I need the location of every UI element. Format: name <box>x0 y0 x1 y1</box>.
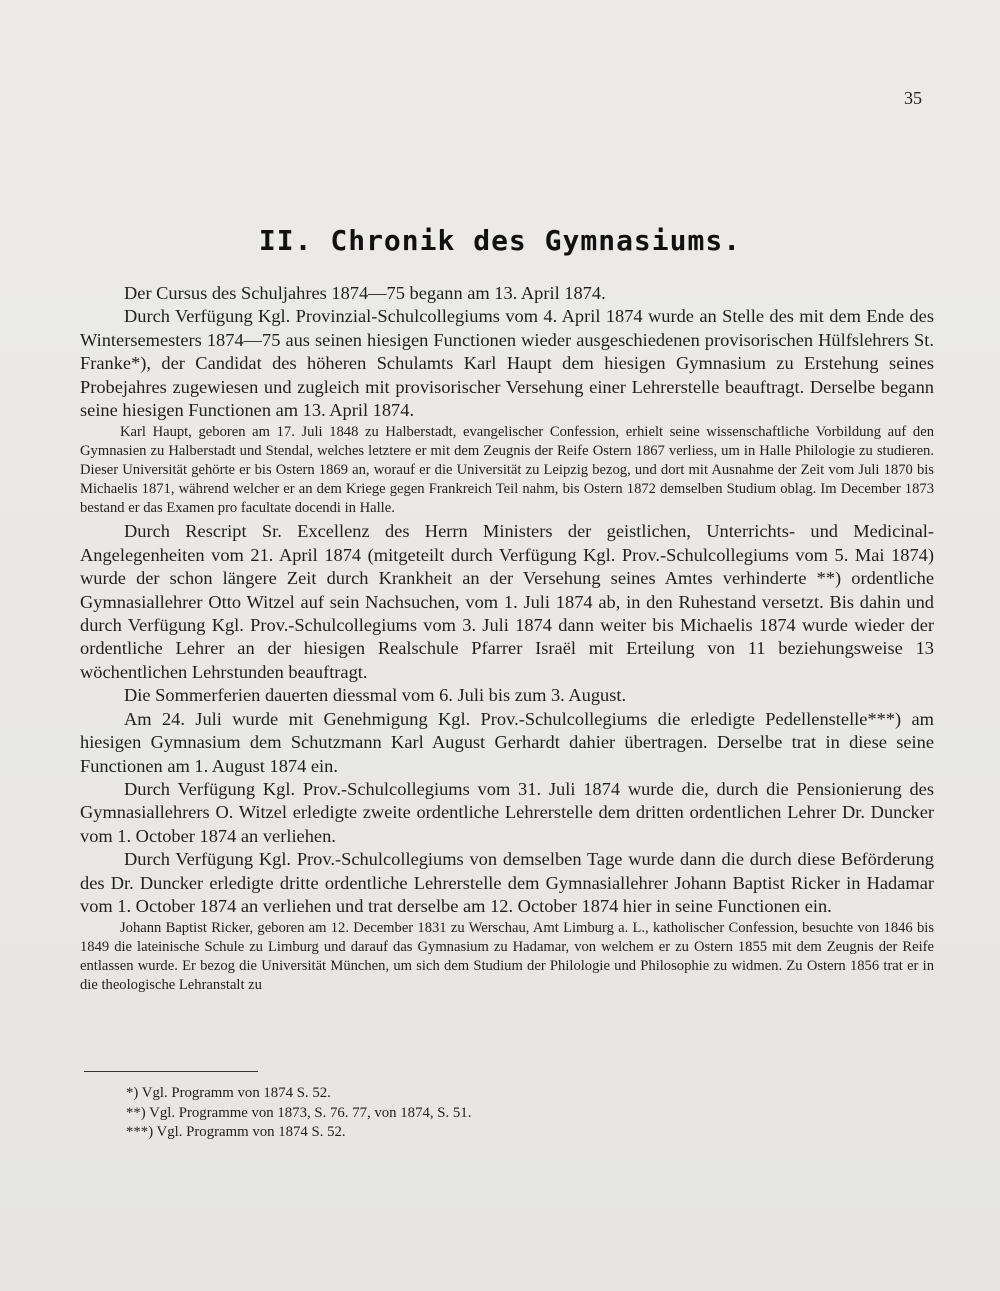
footnote-2: **) Vgl. Programme von 1873, S. 76. 77, von 1874, S. 51. <box>126 1104 472 1121</box>
note-biography-haupt: Karl Haupt, geboren am 17. Juli 1848 zu Halberstadt, evangelischer Confession, erhielt seine wissenschaftliche Vorbildung auf den Gymnasien zu Halberstadt und Stendal, welches letztere er mit dem Zeugnis der Reife Ostern 1867 verliess, um in Halle Philologie zu studieren. Dieser Universität gehörte er bis Ostern 1869 an, worauf er die Universität zu Leipzig bezog, und dort mit Ausnahme der Zeit vom Juli 1870 bis Michaelis 1871, während welcher er an dem Kriege gegen Frankreich Teil nahm, bis Ostern 1872 demselben Studium oblag. Im December 1873 bestand er das Examen pro facultate docendi in Halle. <box>80 424 934 517</box>
footnote-1: *) Vgl. Programm von 1874 S. 52. <box>126 1085 331 1101</box>
page-number: 35 <box>904 88 922 108</box>
paragraph-duncker-promotion: Durch Verfügung Kgl. Prov.-Schulcollegiums vom 31. Juli 1874 wurde die, durch die Pensionierung des Gymnasiallehrers O. Witzel erledigte zweite ordentliche Lehrerstelle dem dritten ordentlichen Lehrer Dr. Duncker vom 1. October 1874 an verliehen. <box>80 778 934 846</box>
chronicle-body <box>80 282 934 997</box>
paragraph-pedell-appointment: Am 24. Juli wurde mit Genehmigung Kgl. Prov.-Schulcollegiums die erledigte Pedellenstelle***) am hiesigen Gymnasium dem Schutzmann Karl August Gerhardt dahier übertragen. Derselbe trat in diese seine Functionen am 1. August 1874 ein. <box>80 708 934 776</box>
paragraph-school-year-start: Der Cursus des Schuljahres 1874—75 begann am 13. April 1874. <box>124 283 606 303</box>
paragraph-ricker-appointment: Durch Verfügung Kgl. Prov.-Schulcollegiums von demselben Tage wurde dann die durch diese Beförderung des Dr. Duncker erledigte dritte ordentliche Lehrerstelle dem Gymnasiallehrer Johann Baptist Ricker in Hadamar vom 1. October 1874 an verliehen und trat derselbe am 12. October 1874 hier in seine Functionen ein. <box>80 849 934 916</box>
footnote-3: ***) Vgl. Programm von 1874 S. 52. <box>126 1124 346 1140</box>
paragraph-summer-holidays: Die Sommerferien dauerten diessmal vom 6. Juli bis zum 3. August. <box>124 685 627 706</box>
paragraph-candidate-haupt: Durch Verfügung Kgl. Provinzial-Schulcollegiums vom 4. April 1874 wurde an Stelle des mit dem Ende des Wintersemesters 1874—75 aus seinen hiesigen Functionen wieder ausgeschiedenen provisorischen Hülfslehrers St. Franke*), der Candidat des höheren Schulamts Karl Haupt dem hiesigen Gymnasium zu Erstehung seines Probejahres zugewiesen und zugleich mit provisorischer Versehung einer Lehrerstelle beauftragt. Derselbe begann seine hiesigen Functionen am 13. April 1874. <box>80 306 934 421</box>
footnotes <box>126 1084 471 1143</box>
note-biography-ricker: Johann Baptist Ricker, geboren am 12. December 1831 zu Werschau, Amt Limburg a. L., katholischer Confession, besuchte von 1846 bis 1849 die lateinische Schule zu Limburg und darauf das Gymnasium zu Hadamar, von welchem er zu Ostern 1855 mit dem Zeugnis der Reife entlassen wurde. Er bezog die Universität München, um sich dem Studium der Philologie und Philosophie zu widmen. Zu Ostern 1856 trat er in die theologische Lehranstalt zu <box>80 920 934 994</box>
paragraph-witzel-retirement: Durch Rescript Sr. Excellenz des Herrn Ministers der geistlichen, Unterrichts- und Medicinal-Angelegenheiten vom 21. April 1874 (mitgeteilt durch Verfügung Kgl. Prov.-Schulcollegiums vom 5. Mai 1874) wurde der schon längere Zeit durch Krankheit an der Versehung seines Amtes verhinderte **) ordentliche Gymnasiallehrer Otto Witzel auf sein Nachsuchen, vom 1. Juli 1874 ab, in den Ruhestand versetzt. Bis dahin und durch Verfügung Kgl. Prov.-Schulcollegiums vom 3. Juli 1874 dann weiter bis Michaelis 1874 wurde wieder der ordentliche Lehrer an der hiesigen Realschule Pfarrer Israël mit Erteilung von 11 beziehungsweise 13 wöchentlichen Lehrstunden beauftragt. <box>80 521 934 682</box>
footnote-divider <box>84 1071 258 1072</box>
section-title: II. Chronik des Gymnasiums. <box>258 224 742 257</box>
